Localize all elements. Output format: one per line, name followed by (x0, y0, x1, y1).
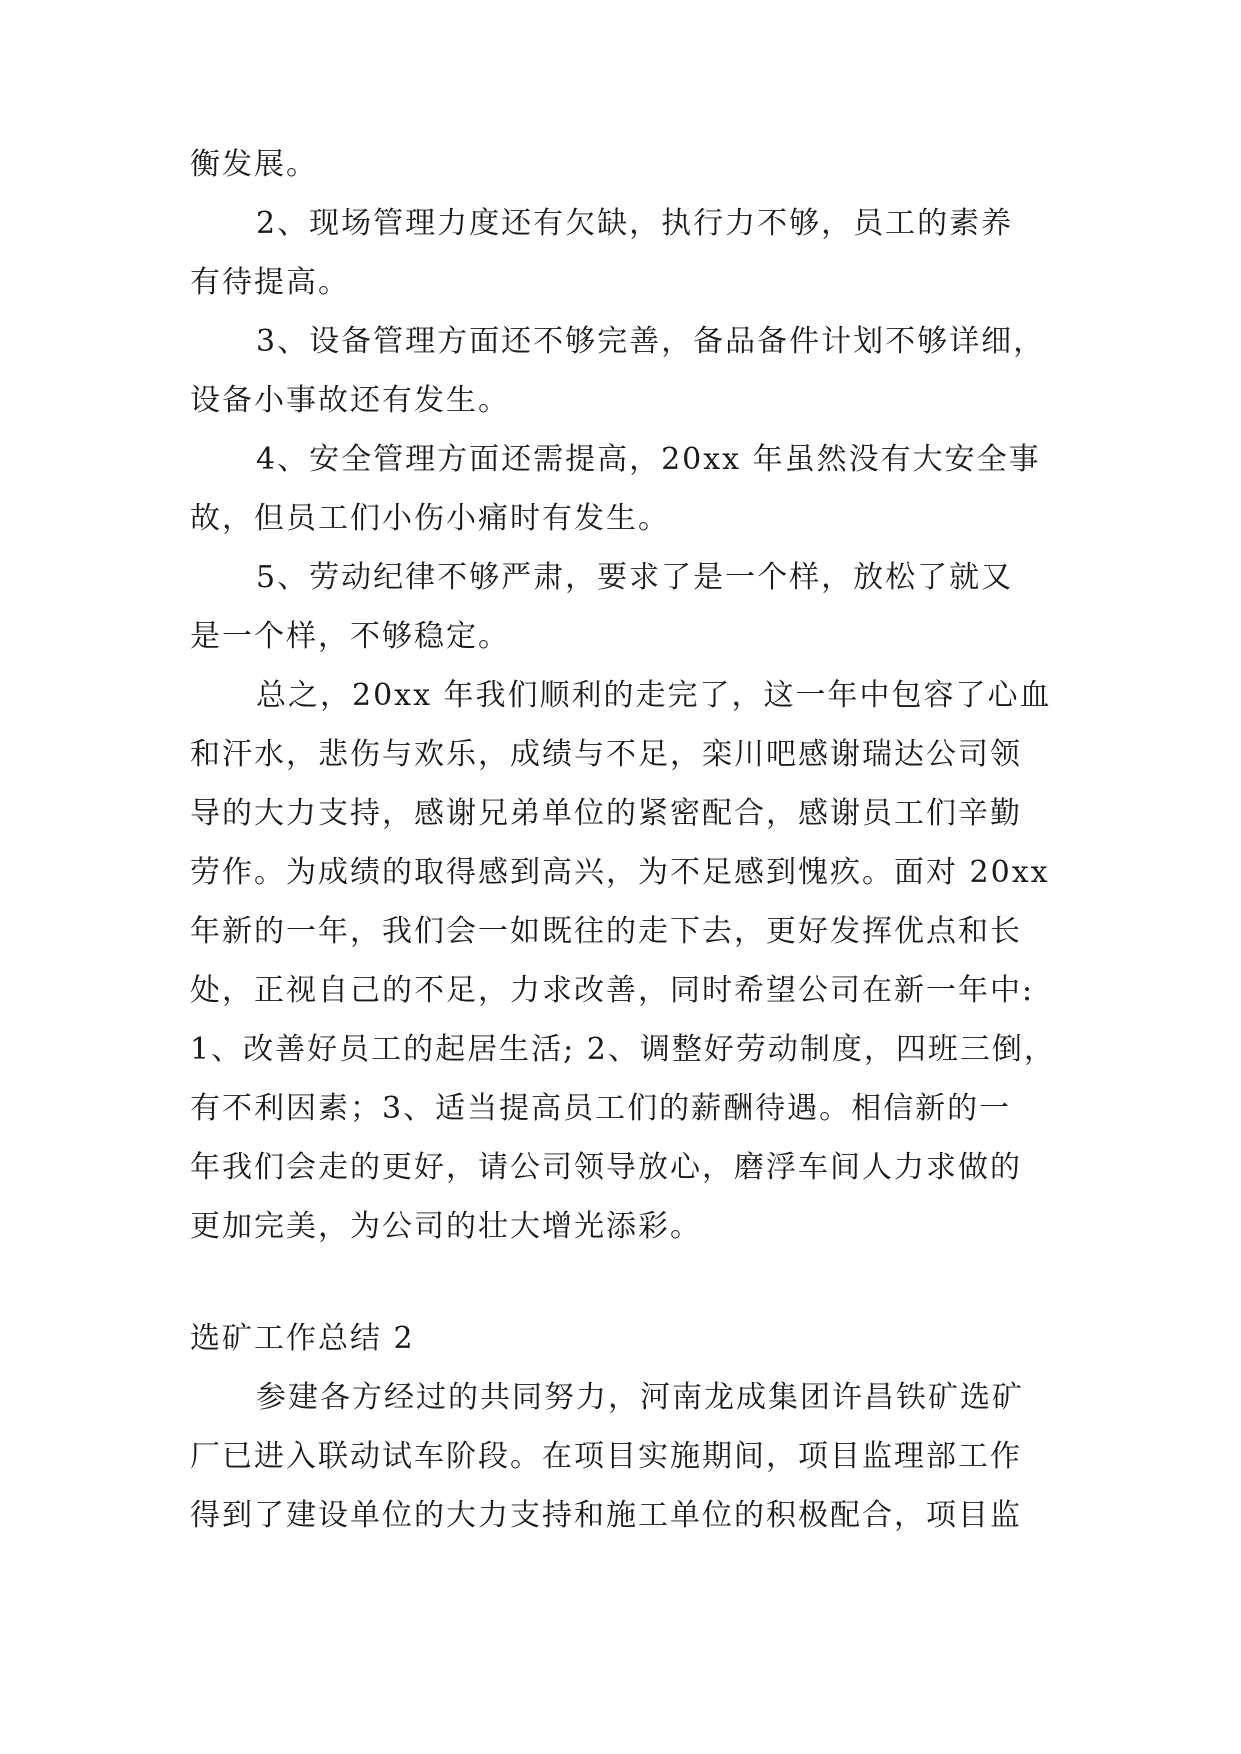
text-line: 导的大力支持，感谢兄弟单位的紧密配合，感谢员工们辛勤 (190, 796, 1022, 831)
section-2-body (190, 1368, 1050, 1545)
text-line: 得到了建设单位的大力支持和施工单位的积极配合，项目监 (190, 1498, 1022, 1533)
text-line: 年新的一年，我们会一如既往的走下去，更好发挥优点和长 (190, 914, 1022, 949)
text-line: 和汗水，悲伤与欢乐，成绩与不足，栾川吧感谢瑞达公司领 (190, 737, 1022, 772)
text-line: 衡发展。 (190, 147, 318, 182)
text-line: 3、设备管理方面还不够完善，备品备件计划不够详细， (256, 324, 1046, 359)
text-line: 2、现场管理力度还有欠缺，执行力不够，员工的素养 (256, 206, 1014, 241)
text-line: 总之，20xx 年我们顺利的走完了，这一年中包容了心血 (256, 678, 1052, 713)
text-line: 更加完美，为公司的壮大增光添彩。 (190, 1209, 702, 1244)
text-line: 是一个样，不够稳定。 (190, 619, 510, 654)
text-line: 处，正视自己的不足，力求改善，同时希望公司在新一年中: (190, 973, 1035, 1008)
text-line: 有不利因素；3、适当提高员工们的薪酬待遇。相信新的一 (190, 1091, 1012, 1126)
text-line: 4、安全管理方面还需提高，20xx 年虽然没有大安全事 (256, 442, 1041, 477)
text-line: 设备小事故还有发生。 (190, 383, 510, 418)
section-1-body (190, 135, 1056, 1256)
text-line: 5、劳动纪律不够严肃，要求了是一个样，放松了就又 (256, 560, 1014, 595)
text-line: 年我们会走的更好，请公司领导放心，磨浮车间人力求做的 (190, 1150, 1022, 1185)
text-line: 有待提高。 (190, 265, 350, 300)
text-line: 参建各方经过的共同努力，河南龙成集团许昌铁矿选矿 (256, 1380, 1024, 1415)
section-2-title: 选矿工作总结 2 (190, 1321, 415, 1356)
text-line: 1、改善好员工的起居生活; 2、调整好劳动制度，四班三倒， (190, 1032, 1056, 1067)
text-line: 厂已进入联动试车阶段。在项目实施期间，项目监理部工作 (190, 1439, 1022, 1474)
text-line: 故，但员工们小伤小痛时有发生。 (190, 501, 670, 536)
text-line: 劳作。为成绩的取得感到高兴，为不足感到愧疚。面对 20xx (190, 855, 1050, 890)
